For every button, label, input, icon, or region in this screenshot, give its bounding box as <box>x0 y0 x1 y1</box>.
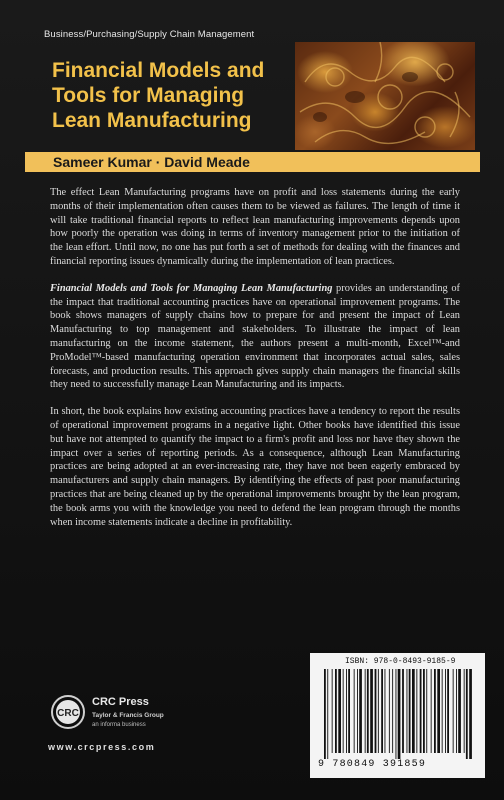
barcode-bar <box>359 669 362 753</box>
barcode-icon <box>320 669 475 759</box>
title-line: Financial Models and <box>52 59 265 82</box>
barcode-bar <box>426 669 427 753</box>
barcode-bar <box>343 669 344 753</box>
barcode-number: 9 780849 391859 <box>318 759 427 770</box>
description <box>50 186 460 542</box>
barcode-bar <box>469 669 472 759</box>
barcode-bar <box>392 669 393 753</box>
barcode-bar <box>445 669 446 753</box>
barcode-bar <box>447 669 449 753</box>
description-paragraph: The effect Lean Manufacturing programs have on profit and loss statements during the early months of their implementation often causes them to be viewed as failures. The length of time it will take traditional financial reports to reflect lean manufacturing improvements depends upon how poorly the operation was doing in terms of inventory management prior to the initiation of the lean effort. Until now, no one has put forth a set of methods for dealing with the finances and financial reporting issues dynamically during the implementation of lean practices. <box>50 187 460 267</box>
crc-logo-icon <box>50 694 86 730</box>
barcode-bar <box>365 669 366 753</box>
barcode-bar <box>389 669 390 753</box>
publisher-business: an informa business <box>92 722 146 728</box>
publisher-website: www.crcpress.com <box>48 742 156 752</box>
barcode-bar <box>437 669 440 753</box>
barcode-bar <box>370 669 373 753</box>
author-bar <box>25 152 480 172</box>
barcode-bar <box>453 669 454 753</box>
barcode-bar <box>348 669 350 753</box>
barcode-bar <box>398 669 401 759</box>
barcode-bar <box>354 669 355 753</box>
category-label: Business/Purchasing/Supply Chain Management <box>44 29 255 40</box>
barcode-bar <box>466 669 468 759</box>
description-paragraph: In short, the book explains how existing accounting practices have a tendency to report the results of operational improvement programs in a negative light. Other books have identified this issue but have not attempted to quantify the impact to a firm's profit and loss nor have they shown the impact over a series of reporting periods. As a consequence, although Lean Manufacturing practices are being adopted at an ever-increasing rate, they have not been eagerly embraced by manufacturers and supply chain managers. By identifying the effects of past poor manufacturing practices that are being cleaned up by the operational improvements brought by the lean program, the book arms you with the knowledge you need to defend the lean program through the months when income statements indicate a decline in profitability. <box>50 406 460 528</box>
barcode-bar <box>367 669 369 753</box>
isbn-label: ISBN: 978-0-8493-9185-9 <box>345 657 456 666</box>
barcode-bar <box>357 669 358 753</box>
publisher-name: CRC Press <box>92 696 149 708</box>
barcode-bar <box>420 669 422 753</box>
barcode-bar <box>338 669 341 753</box>
description-paragraph <box>50 282 460 392</box>
barcode-bar <box>412 669 415 753</box>
barcode-bar <box>456 669 457 753</box>
book-title-italic: Financial Models and Tools for Managing Lean Manufacturing <box>50 282 333 294</box>
barcode-bar <box>332 669 333 753</box>
barcode-bar <box>458 669 461 753</box>
barcode-box <box>310 653 485 778</box>
barcode-bar <box>442 669 443 753</box>
barcode-bar <box>402 669 404 753</box>
barcode-bar <box>375 669 377 753</box>
logo-text: CRC <box>57 708 79 719</box>
barcode-bar <box>431 669 432 753</box>
title-line: Tools for Managing <box>52 84 245 107</box>
barcode-bar <box>385 669 386 753</box>
barcode-bar <box>464 669 465 753</box>
barcode-bar <box>324 669 326 759</box>
barcode-bar <box>409 669 411 753</box>
barcode-bar <box>378 669 379 753</box>
author-names: Sameer Kumar · David Meade <box>53 154 250 170</box>
barcode-bar <box>346 669 347 753</box>
paragraph-text: provides an understanding of the impact that traditional accounting practices have on operational improvement programs. The book shows managers of supply chains how to prepare for and present the impact of Lean Manufacturing to top management and stakeholders. To illustrate the impact of lean manufacturing on the income statement, the authors present a multi-month, Excel™-and ProModel™-based manufacturing operation environment that incorporates actual sales, sales forecasts, and production results. This approach gives supply chain managers the financial skills they need to successfully manage Lean Manufacturing and its impacts. <box>50 282 460 391</box>
barcode-bar <box>416 669 417 753</box>
barcode-bar <box>381 669 383 753</box>
barcode-bar <box>434 669 436 753</box>
cover-artwork <box>295 42 475 150</box>
barcode-bar <box>407 669 408 753</box>
ornament-pattern <box>295 42 475 150</box>
barcode-bar <box>327 669 328 759</box>
publisher-group: Taylor & Francis Group <box>92 712 164 719</box>
barcode-bar <box>423 669 425 753</box>
title-line: Lean Manufacturing <box>52 109 252 132</box>
barcode-bar <box>335 669 337 753</box>
barcode-bar <box>396 669 397 759</box>
book-title <box>52 58 282 133</box>
